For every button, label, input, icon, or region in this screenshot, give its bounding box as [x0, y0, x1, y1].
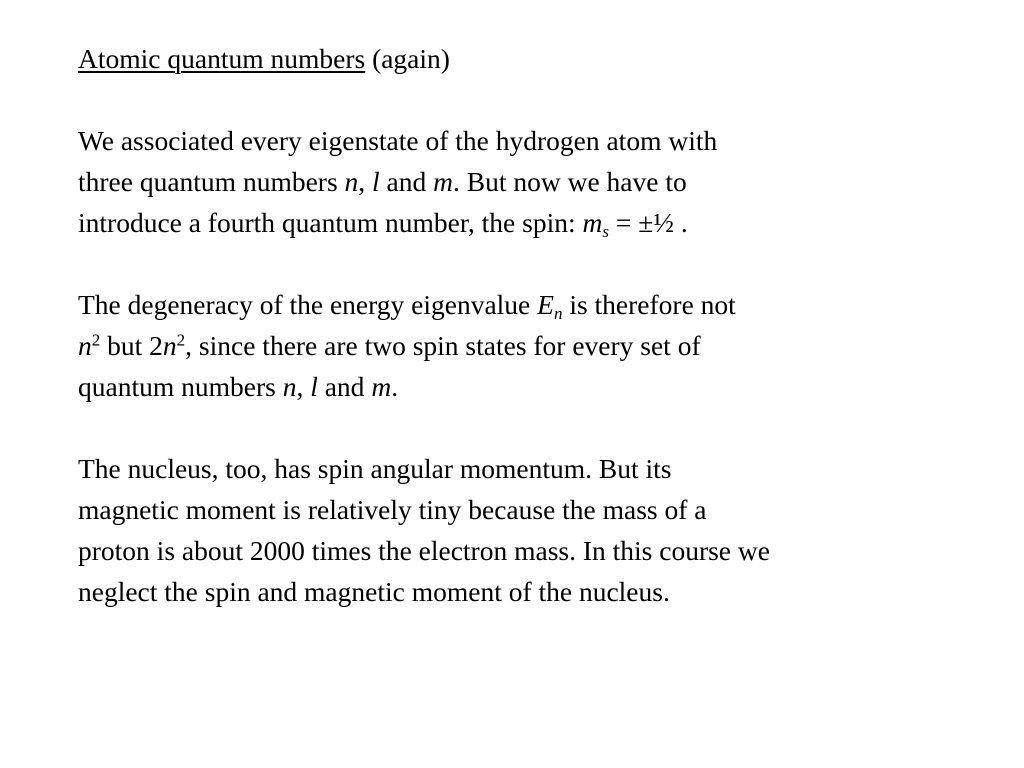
p2-comma: , [296, 371, 311, 402]
symbol-E-subscript: n [553, 304, 563, 324]
p2-but: but 2 [100, 330, 163, 361]
symbol-2n-squared: n [162, 330, 177, 361]
symbol-n: n [282, 371, 297, 402]
p2-period: . [391, 371, 399, 402]
p2-and: and [317, 371, 372, 402]
title-underlined-text: Atomic quantum numbers [78, 43, 366, 74]
symbol-l: l [310, 371, 318, 402]
symbol-m: m [433, 166, 454, 197]
p1-line-2 [78, 161, 978, 202]
p2-text-3: quantum numbers [78, 371, 283, 402]
paragraph-quantum-numbers [78, 120, 978, 243]
p1-line-3 [78, 202, 978, 243]
p1-text: three quantum numbers [78, 166, 345, 197]
spin-value: = ±½ . [609, 207, 688, 238]
p2-line-2 [78, 325, 978, 366]
p2-text-end: is therefore not [562, 289, 736, 320]
p2-text: The degeneracy of the energy eigenvalue [78, 289, 538, 320]
title-suffix: (again) [365, 43, 450, 74]
p2-line-1 [78, 284, 978, 325]
p1-spin-text: introduce a fourth quantum number, the spin: [78, 207, 583, 238]
symbol-ms: m [582, 207, 603, 238]
slide-title [78, 38, 978, 79]
symbol-m: m [371, 371, 392, 402]
p3-line-2: magnetic moment is relatively tiny because the mass of a [78, 494, 707, 525]
symbol-n: n [344, 166, 359, 197]
p2-text-2: , since there are two spin states for every set of [185, 330, 701, 361]
exponent-2b: 2 [176, 330, 186, 350]
symbol-E: E [537, 289, 554, 320]
p2-line-3 [78, 366, 978, 407]
p1-text-end: . But now we have to [453, 166, 687, 197]
p1-comma: , [358, 166, 373, 197]
symbol-ms-subscript: s [602, 222, 609, 242]
symbol-n-squared: n [78, 330, 92, 361]
symbol-l: l [372, 166, 380, 197]
p3-line-4: neglect the spin and magnetic moment of the nucleus. [78, 576, 670, 607]
p3-line-3: proton is about 2000 times the electron mass. In this course we [78, 535, 770, 566]
p1-line-1: We associated every eigenstate of the hydrogen atom with [78, 125, 718, 156]
paragraph-degeneracy [78, 284, 978, 407]
p3-line-1: The nucleus, too, has spin angular momentum. But its [78, 453, 672, 484]
paragraph-nucleus [78, 448, 978, 612]
slide-body [78, 38, 978, 653]
p1-and: and [379, 166, 434, 197]
exponent-2: 2 [91, 330, 101, 350]
